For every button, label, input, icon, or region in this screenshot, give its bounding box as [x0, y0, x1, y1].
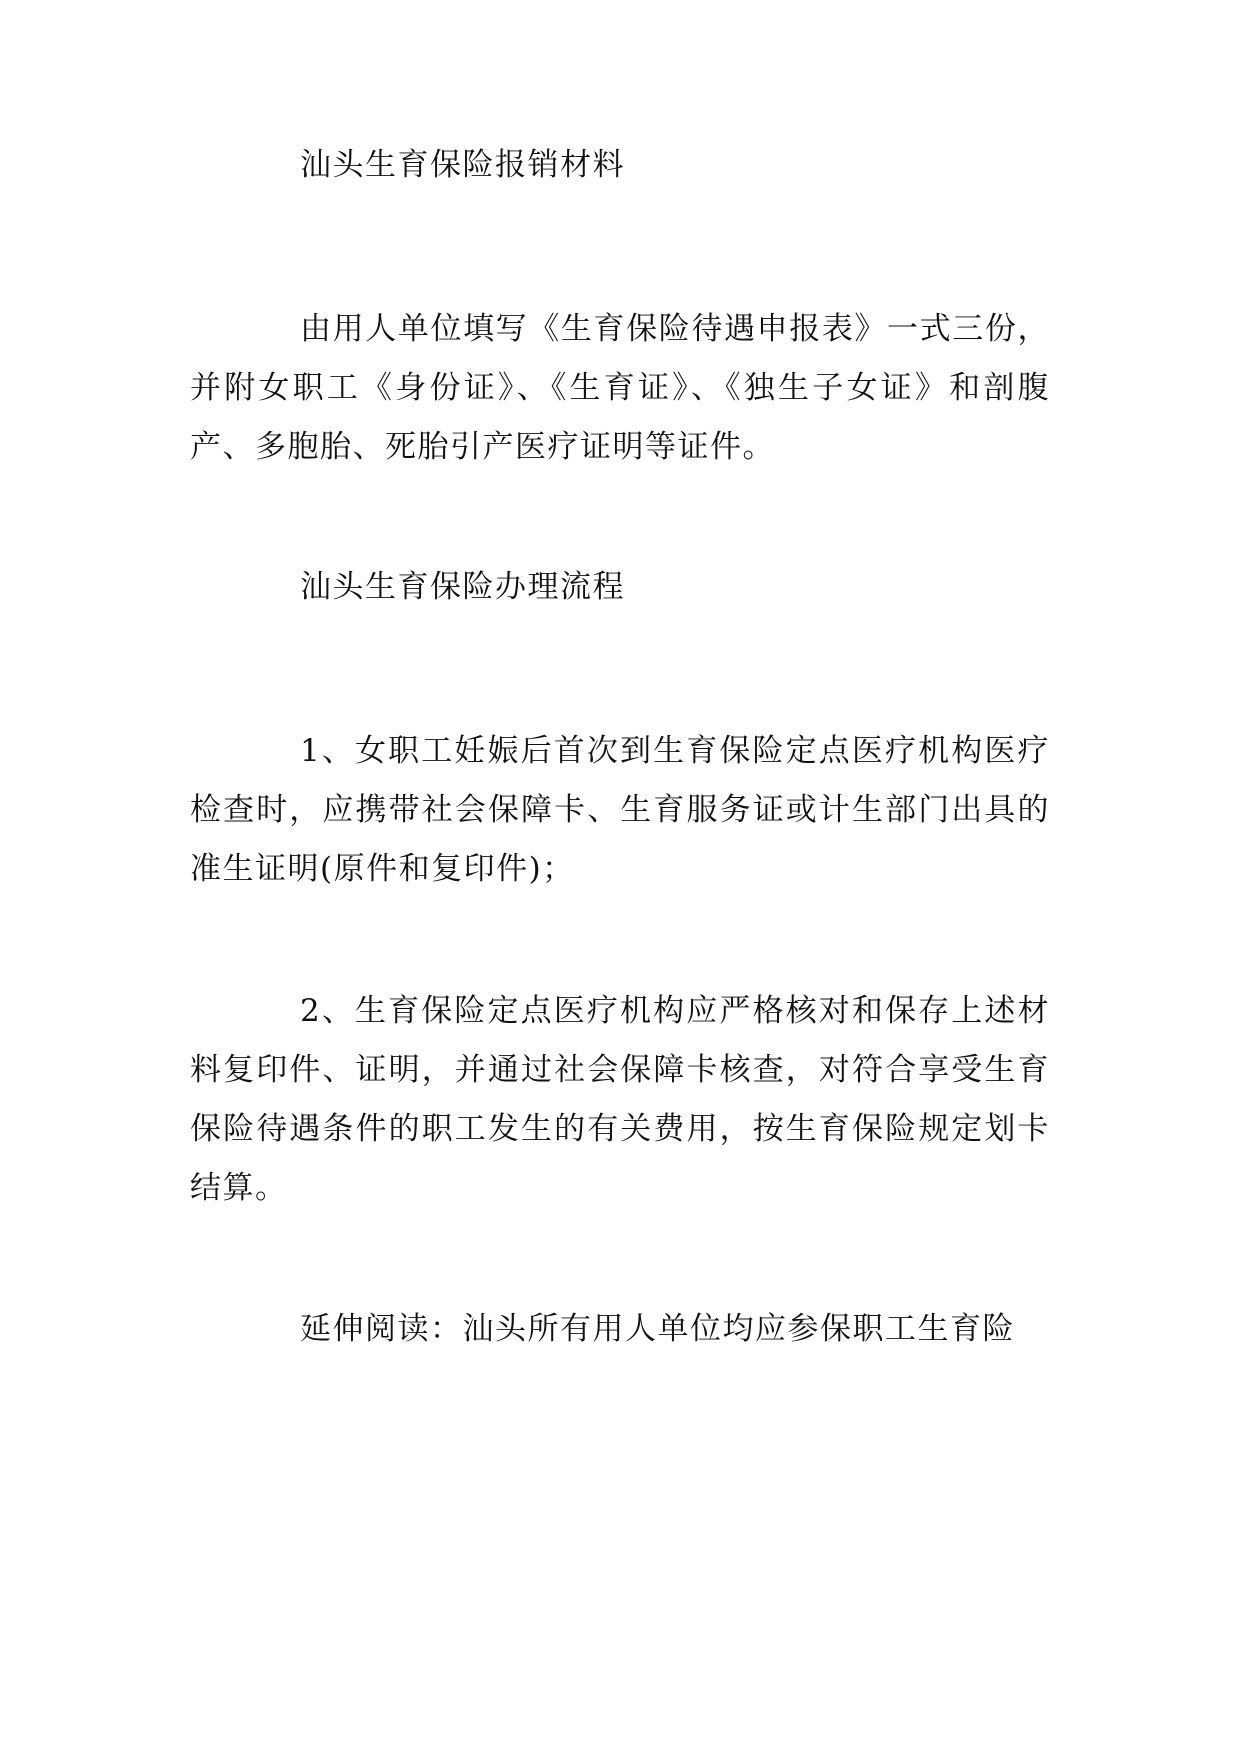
paragraph-step-2: 2、生育保险定点医疗机构应严格核对和保存上述材料复印件、证明，并通过社会保障卡核查，对符合享受生育保险待遇条件的职工发生的有关费用，按生育保险规定划卡结算。	[190, 993, 1050, 1206]
heading-reimbursement-materials: 汕头生育保险报销材料	[300, 147, 625, 183]
paragraph-step-1: 1、女职工妊娠后首次到生育保险定点医疗机构医疗检查时，应携带社会保障卡、生育服务证或计生部门出具的准生证明(原件和复印件)；	[190, 733, 1050, 887]
paragraph-reimbursement-materials: 由用人单位填写《生育保险待遇申报表》一式三份，并附女职工《身份证》、《生育证》、《独生子女证》和剖腹产、多胞胎、死胎引产医疗证明等证件。	[190, 311, 1050, 465]
heading-application-process: 汕头生育保险办理流程	[300, 569, 625, 605]
extended-reading-line: 延伸阅读：汕头所有用人单位均应参保职工生育险	[300, 1311, 1015, 1347]
